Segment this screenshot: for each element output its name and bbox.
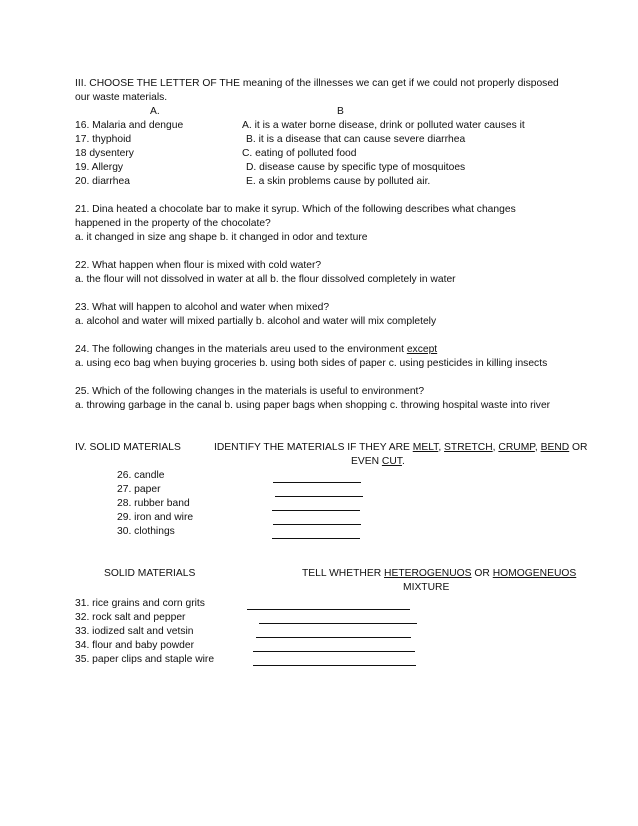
- question-21-choices: a. it changed in size ang shape b. it changed in odor and texture: [75, 232, 368, 243]
- match-item-a: 19. Allergy: [75, 162, 124, 173]
- match-item-b: A. it is a water borne disease, drink or polluted water causes it: [242, 120, 525, 131]
- question-23-text: 23. What will happen to alcohol and water when mixed?: [75, 302, 330, 313]
- material-item: 29. iron and wire: [117, 512, 194, 523]
- column-b-header: B: [337, 106, 344, 117]
- match-item-b: E. a skin problems cause by polluted air.: [246, 176, 431, 187]
- question-21-line2: happened in the property of the chocolate?: [75, 218, 271, 229]
- section3-intro-line1: III. CHOOSE THE LETTER OF THE meaning of the illnesses we can get if we could not properly disposed: [75, 78, 559, 89]
- answer-blank-32[interactable]: [259, 623, 417, 624]
- question-23-choices: a. alcohol and water will mixed partially b. alcohol and water will mix completely: [75, 316, 437, 327]
- material-item: 27. paper: [117, 484, 161, 495]
- answer-blank-26[interactable]: [273, 482, 361, 483]
- question-22-choices: a. the flour will not dissolved in water at all b. the flour dissolved completely in water: [75, 274, 456, 285]
- mixture-item: 33. iodized salt and vetsin: [75, 626, 194, 637]
- match-item-a: 17. thyphoid: [75, 134, 132, 145]
- section3-intro-line2: our waste materials.: [75, 92, 168, 103]
- section4-title: IV. SOLID MATERIALS: [75, 442, 181, 453]
- answer-blank-30[interactable]: [272, 538, 360, 539]
- question-25-choices: a. throwing garbage in the canal b. using paper bags when shopping c. throwing hospital waste into river: [75, 400, 551, 411]
- mixture-item: 31. rice grains and corn grits: [75, 598, 205, 609]
- section5-title: SOLID MATERIALS: [104, 568, 196, 579]
- column-a-header: A.: [150, 106, 160, 117]
- mixture-item: 34. flour and baby powder: [75, 640, 195, 651]
- match-item-a: 16. Malaria and dengue: [75, 120, 184, 131]
- question-24-text: 24. The following changes in the materials areu used to the environment except: [75, 344, 438, 355]
- section4-instructions-line1: IDENTIFY THE MATERIALS IF THEY ARE MELT, STRETCH, CRUMP, BEND OR: [214, 442, 588, 453]
- section4-instructions-line2: EVEN CUT.: [351, 456, 405, 467]
- except-underlined: except: [406, 344, 438, 355]
- material-item: 26. candle: [117, 470, 165, 481]
- mixture-item: 32. rock salt and pepper: [75, 612, 186, 623]
- match-item-a: 18 dysentery: [75, 148, 134, 159]
- match-item-b: D. disease cause by specific type of mosquitoes: [246, 162, 466, 173]
- section5-instructions-line2: MIXTURE: [403, 582, 450, 593]
- question-21-line1: 21. Dina heated a chocolate bar to make it syrup. Which of the following describes what changes: [75, 204, 516, 215]
- answer-blank-35[interactable]: [253, 665, 416, 666]
- match-item-b: C. eating of polluted food: [242, 148, 357, 159]
- answer-blank-29[interactable]: [273, 524, 361, 525]
- match-item-b: B. it is a disease that can cause severe diarrhea: [246, 134, 466, 145]
- answer-blank-28[interactable]: [272, 510, 360, 511]
- answer-blank-27[interactable]: [275, 496, 363, 497]
- section5-instructions-line1: TELL WHETHER HETEROGENUOS OR HOMOGENEUOS: [302, 568, 577, 579]
- answer-blank-33[interactable]: [256, 637, 411, 638]
- answer-blank-31[interactable]: [247, 609, 410, 610]
- material-item: 28. rubber band: [117, 498, 190, 509]
- match-item-a: 20. diarrhea: [75, 176, 130, 187]
- mixture-item: 35. paper clips and staple wire: [75, 654, 215, 665]
- answer-blank-34[interactable]: [253, 651, 415, 652]
- question-24-choices: a. using eco bag when buying groceries b. using both sides of paper c. using pesticides in killing insects: [75, 358, 548, 369]
- question-22-text: 22. What happen when flour is mixed with cold water?: [75, 260, 322, 271]
- material-item: 30. clothings: [117, 526, 175, 537]
- question-25-text: 25. Which of the following changes in the materials is useful to environment?: [75, 386, 425, 397]
